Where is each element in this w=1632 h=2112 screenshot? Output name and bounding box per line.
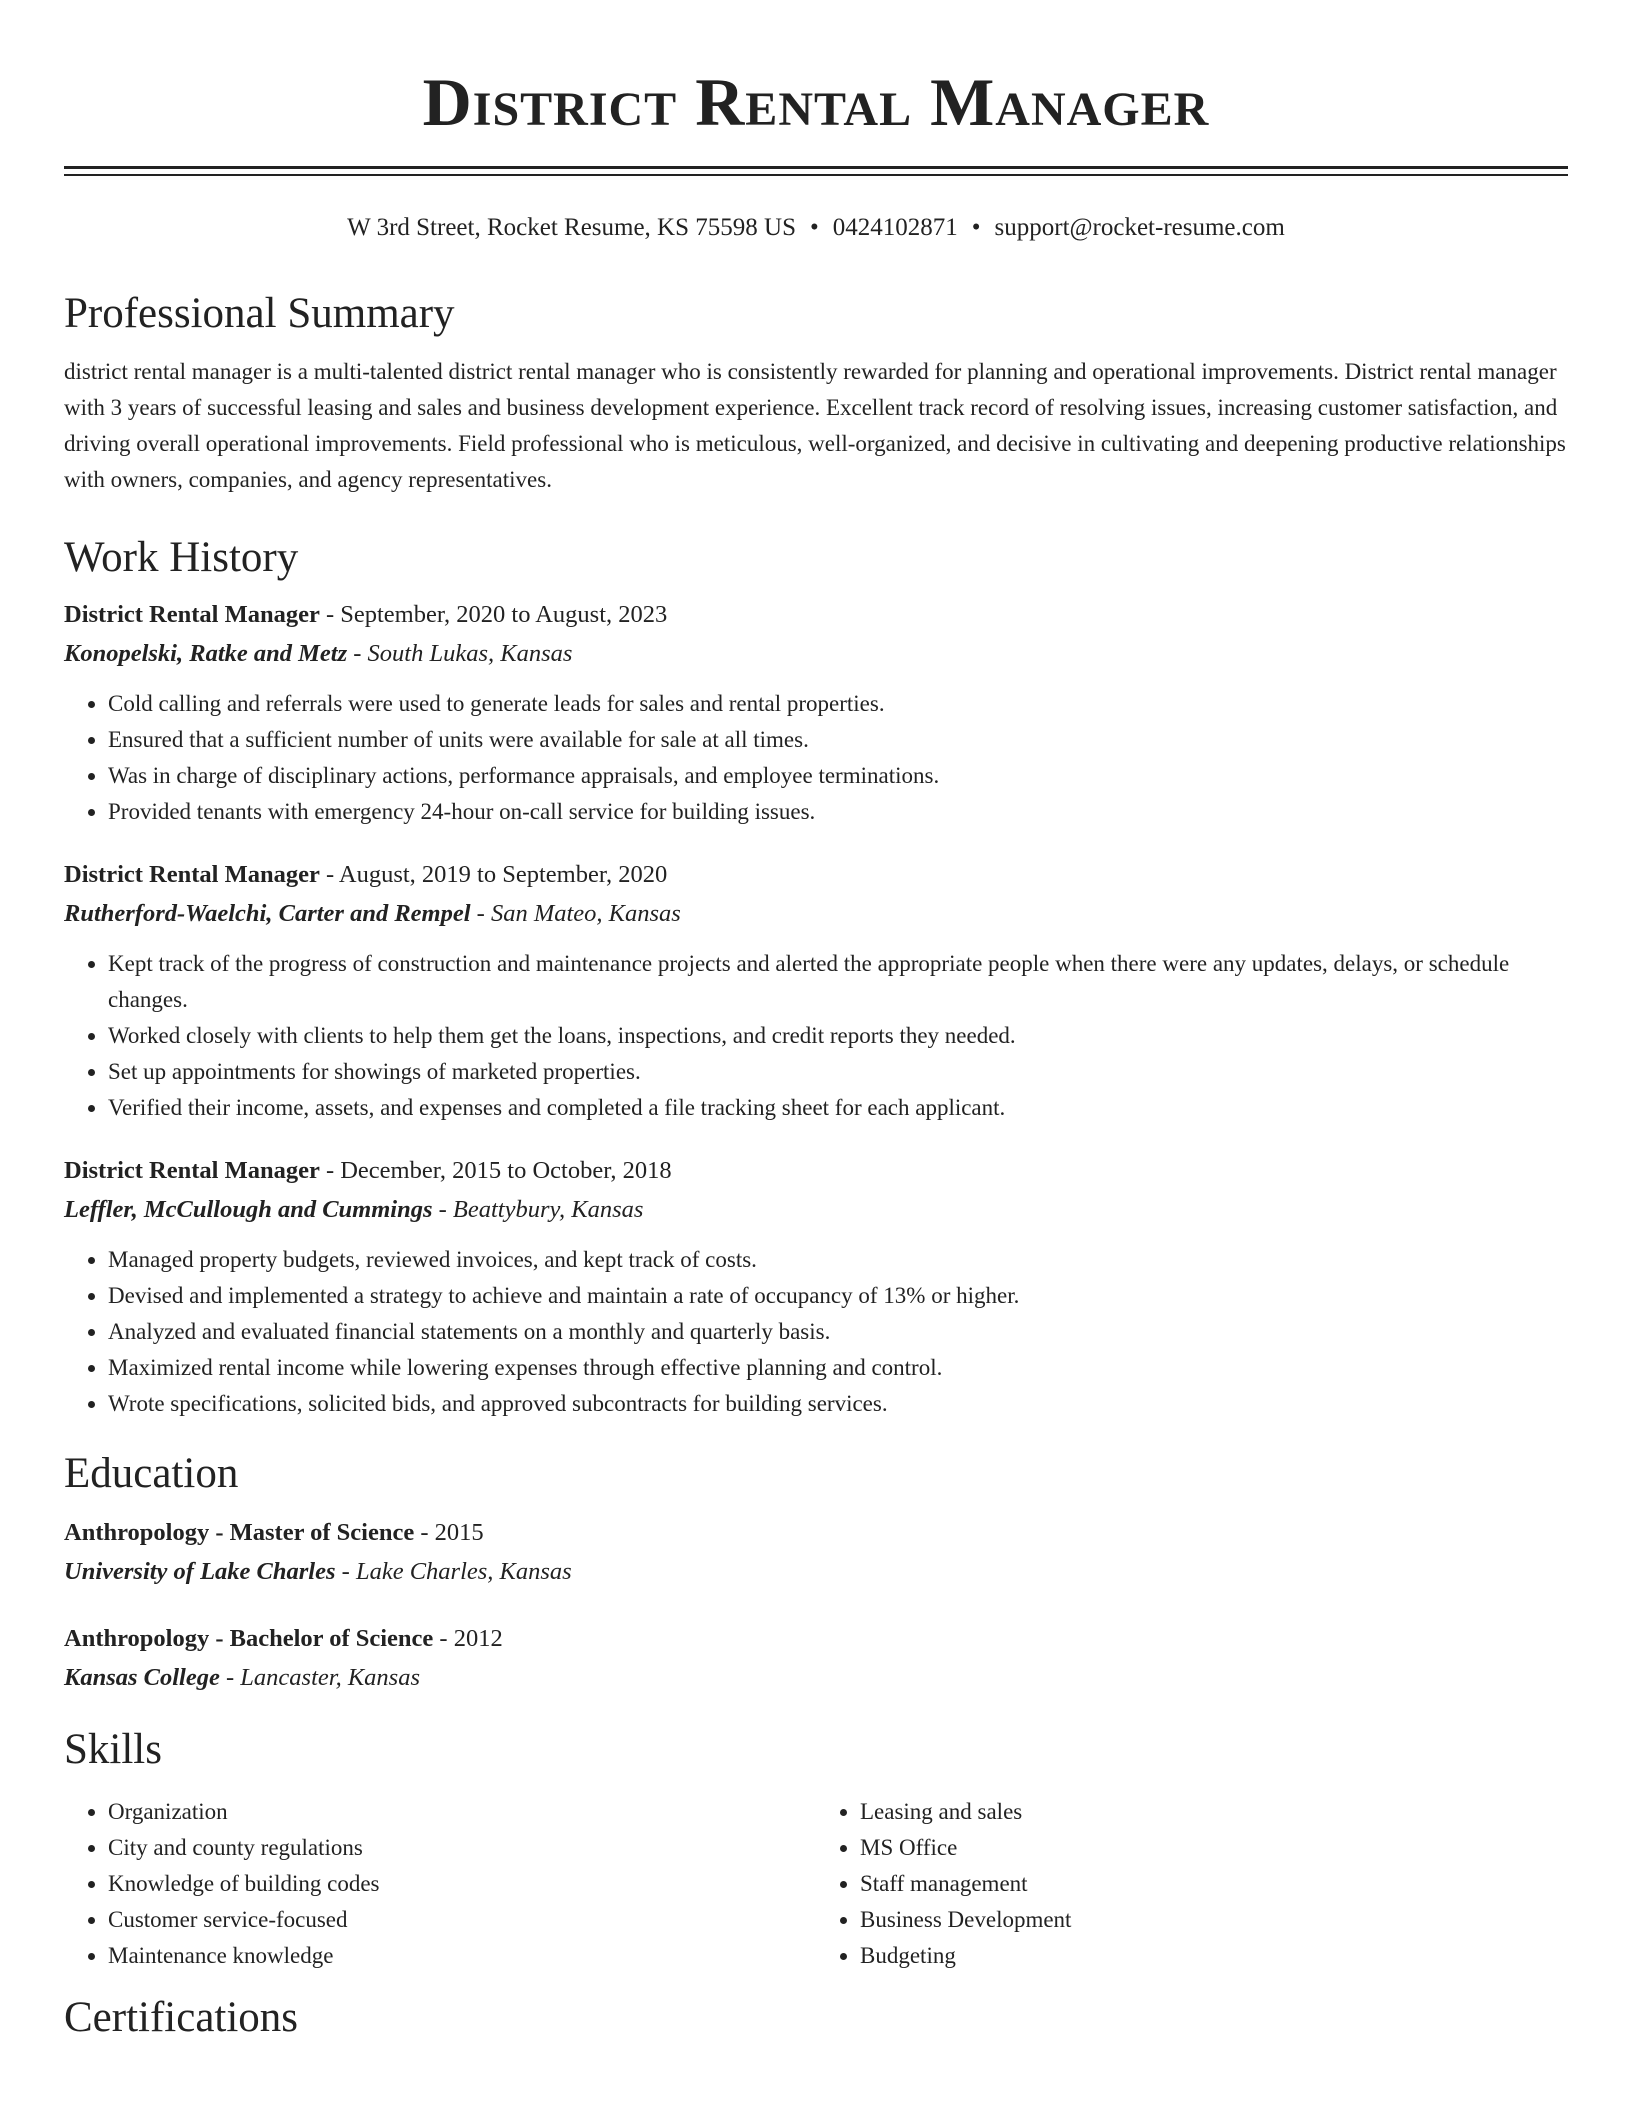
list-item: • Verified their income, assets, and expenses and completed a file tracking sheet for each applicant. <box>108 1090 1568 1126</box>
list-item: • Maintenance knowledge <box>108 1938 816 1974</box>
education-entry <box>64 1620 1568 1698</box>
list-item: • Knowledge of building codes <box>108 1866 816 1902</box>
job-dates: - September, 2020 to August, 2023 <box>319 601 668 628</box>
header-rule-thin <box>64 174 1568 176</box>
job-company: Konopelski, Ratke and Metz <box>64 640 348 667</box>
job-location: - San Mateo, Kansas <box>470 900 681 927</box>
certifications-section <box>64 1992 1568 2044</box>
job-company-line <box>64 634 1568 674</box>
education-degree-line <box>64 1514 1568 1552</box>
job-dates: - August, 2019 to September, 2020 <box>319 861 668 888</box>
work-history-section <box>64 532 1568 1422</box>
list-item: • Analyzed and evaluated financial statements on a monthly and quarterly basis. <box>108 1314 1568 1350</box>
skills-columns <box>64 1794 1568 1974</box>
education-degree: Anthropology - Master of Science <box>64 1519 415 1546</box>
list-item: • Managed property budgets, reviewed invoices, and kept track of costs. <box>108 1242 1568 1278</box>
contact-separator: • <box>971 214 981 241</box>
skills-list-left <box>64 1794 816 1974</box>
job-role-line <box>64 856 1568 894</box>
job-location: - Beattybury, Kansas <box>432 1196 644 1223</box>
job-title: District Rental Manager <box>64 1157 320 1184</box>
job-title: District Rental Manager <box>64 861 320 888</box>
job-location: - South Lukas, Kansas <box>347 640 573 667</box>
job-company: Rutherford-Waelchi, Carter and Rempel <box>64 900 471 927</box>
list-item: • Devised and implemented a strategy to achieve and maintain a rate of occupancy of 13% or higher. <box>108 1278 1568 1314</box>
list-item: • Maximized rental income while lowering expenses through effective planning and control. <box>108 1350 1568 1386</box>
education-school-line <box>64 1552 1568 1592</box>
job-bullets <box>64 1242 1568 1422</box>
job-company: Leffler, McCullough and Cummings <box>64 1196 433 1223</box>
education-year: - 2012 <box>433 1625 503 1652</box>
summary-text: district rental manager is a multi-talented district rental manager who is consistently rewarded for planning and operational improvements. District rental manager with 3 years of successful leasing and sales and business development experience. Excellent track record of resolving issues, increasing customer satisfaction, and driving overall operational improvements. Field professional who is meticulous, well-organized, and decisive in cultivating and deepening productive relationships with owners, companies, and agency representatives. <box>64 359 1566 492</box>
education-heading: Education <box>64 1450 239 1497</box>
list-item: • Leasing and sales <box>860 1794 1568 1830</box>
job-dates: - December, 2015 to October, 2018 <box>319 1157 672 1184</box>
skills-heading: Skills <box>64 1726 162 1773</box>
education-school: Kansas College <box>64 1664 220 1691</box>
summary-heading: Professional Summary <box>64 290 455 337</box>
skills-section <box>64 1724 1568 1974</box>
education-entry <box>64 1514 1568 1592</box>
header-rule-thick <box>64 166 1568 169</box>
education-section <box>64 1448 1568 1698</box>
list-item: • Budgeting <box>860 1938 1568 1974</box>
job-role-line <box>64 596 1568 634</box>
contact-address: W 3rd Street, Rocket Resume, KS 75598 US <box>347 214 796 241</box>
list-item: • MS Office <box>860 1830 1568 1866</box>
list-item: • Staff management <box>860 1866 1568 1902</box>
job-entry <box>64 1152 1568 1422</box>
education-degree: Anthropology - Bachelor of Science <box>64 1625 434 1652</box>
list-item: • Provided tenants with emergency 24-hour on-call service for building issues. <box>108 794 1568 830</box>
list-item: • City and county regulations <box>108 1830 816 1866</box>
job-entry <box>64 856 1568 1126</box>
job-bullets <box>64 686 1568 830</box>
list-item: • Customer service-focused <box>108 1902 816 1938</box>
education-location: - Lancaster, Kansas <box>219 1664 420 1691</box>
resume-name: District Rental Manager <box>422 64 1210 140</box>
job-entry <box>64 596 1568 830</box>
job-title: District Rental Manager <box>64 601 320 628</box>
work-history-heading: Work History <box>64 534 299 581</box>
list-item: • Worked closely with clients to help them get the loans, inspections, and credit reports they needed. <box>108 1018 1568 1054</box>
list-item: • Set up appointments for showings of marketed properties. <box>108 1054 1568 1090</box>
list-item: • Wrote specifications, solicited bids, and approved subcontracts for building services. <box>108 1386 1568 1422</box>
education-school-line <box>64 1658 1568 1698</box>
contact-email: support@rocket-resume.com <box>994 214 1285 241</box>
education-degree-line <box>64 1620 1568 1658</box>
certifications-heading: Certifications <box>64 1994 299 2041</box>
list-item: • Kept track of the progress of construction and maintenance projects and alerted the appropriate people when there were any updates, delays, or schedule changes. <box>108 946 1568 1018</box>
job-company-line <box>64 894 1568 934</box>
education-location: - Lake Charles, Kansas <box>335 1558 572 1585</box>
list-item: • Cold calling and referrals were used to generate leads for sales and rental properties. <box>108 686 1568 722</box>
skills-list-right <box>816 1794 1568 1974</box>
list-item: • Ensured that a sufficient number of units were available for sale at all times. <box>108 722 1568 758</box>
job-bullets <box>64 946 1568 1126</box>
education-year: - 2015 <box>414 1519 484 1546</box>
contact-line <box>64 212 1568 244</box>
job-company-line <box>64 1190 1568 1230</box>
contact-separator: • <box>809 214 819 241</box>
education-school: University of Lake Charles <box>64 1558 336 1585</box>
list-item: • Organization <box>108 1794 816 1830</box>
summary-section <box>64 288 1568 498</box>
job-role-line <box>64 1152 1568 1190</box>
list-item: • Business Development <box>860 1902 1568 1938</box>
list-item: • Was in charge of disciplinary actions, performance appraisals, and employee terminations. <box>108 758 1568 794</box>
contact-phone: 0424102871 <box>832 214 958 241</box>
